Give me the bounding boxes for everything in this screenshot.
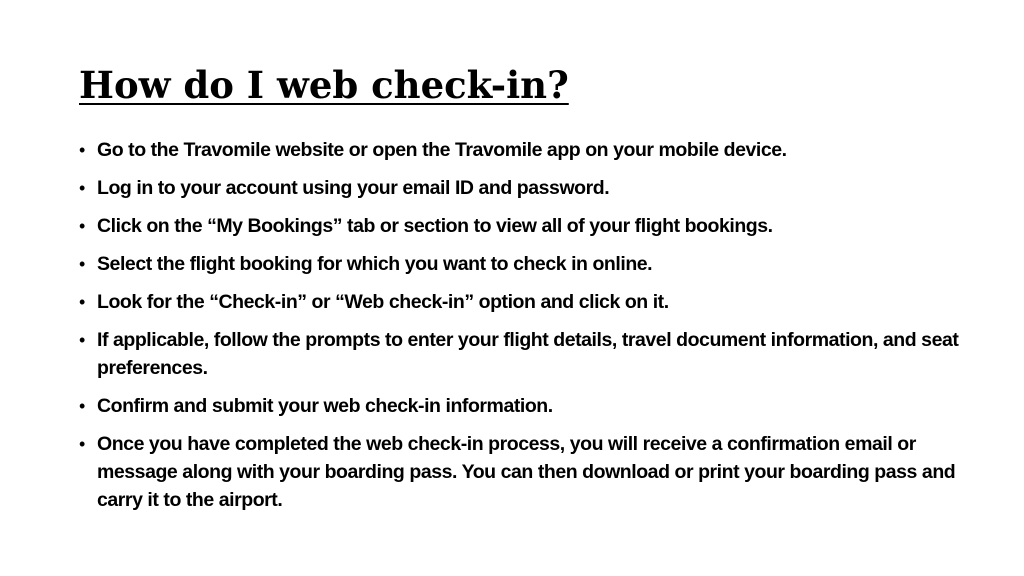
step-text: Confirm and submit your web check-in information. [97, 395, 553, 417]
step-item [79, 288, 964, 316]
step-text: Once you have completed the web check-in process, you will receive a confirmation email or message along with your boarding pass. You can then download or print your boarding pass and carry it to the airport. [97, 433, 956, 511]
bullet-dot-icon: • [79, 216, 85, 236]
step-text: If applicable, follow the prompts to enter your flight details, travel document information, and seat preferences. [97, 329, 959, 379]
step-item [79, 392, 964, 420]
bullet-dot-icon: • [79, 396, 85, 416]
step-text: Select the flight booking for which you want to check in online. [97, 253, 653, 275]
step-text: Look for the “Check-in” or “Web check-in” option and click on it. [97, 291, 669, 313]
step-item [79, 250, 964, 278]
step-text: Click on the “My Bookings” tab or section to view all of your flight bookings. [97, 215, 773, 237]
steps-list [79, 136, 964, 524]
bullet-dot-icon: • [79, 254, 85, 274]
bullet-dot-icon: • [79, 434, 85, 454]
slide-title: How do I web check-in? [79, 63, 569, 107]
step-text: Log in to your account using your email ID and password. [97, 177, 610, 199]
step-item [79, 136, 964, 164]
bullet-dot-icon: • [79, 140, 85, 160]
step-item [79, 326, 964, 382]
bullet-dot-icon: • [79, 178, 85, 198]
step-text: Go to the Travomile website or open the Travomile app on your mobile device. [97, 139, 787, 161]
step-item [79, 430, 964, 514]
step-item [79, 212, 964, 240]
bullet-dot-icon: • [79, 330, 85, 350]
step-item [79, 174, 964, 202]
bullet-dot-icon: • [79, 292, 85, 312]
